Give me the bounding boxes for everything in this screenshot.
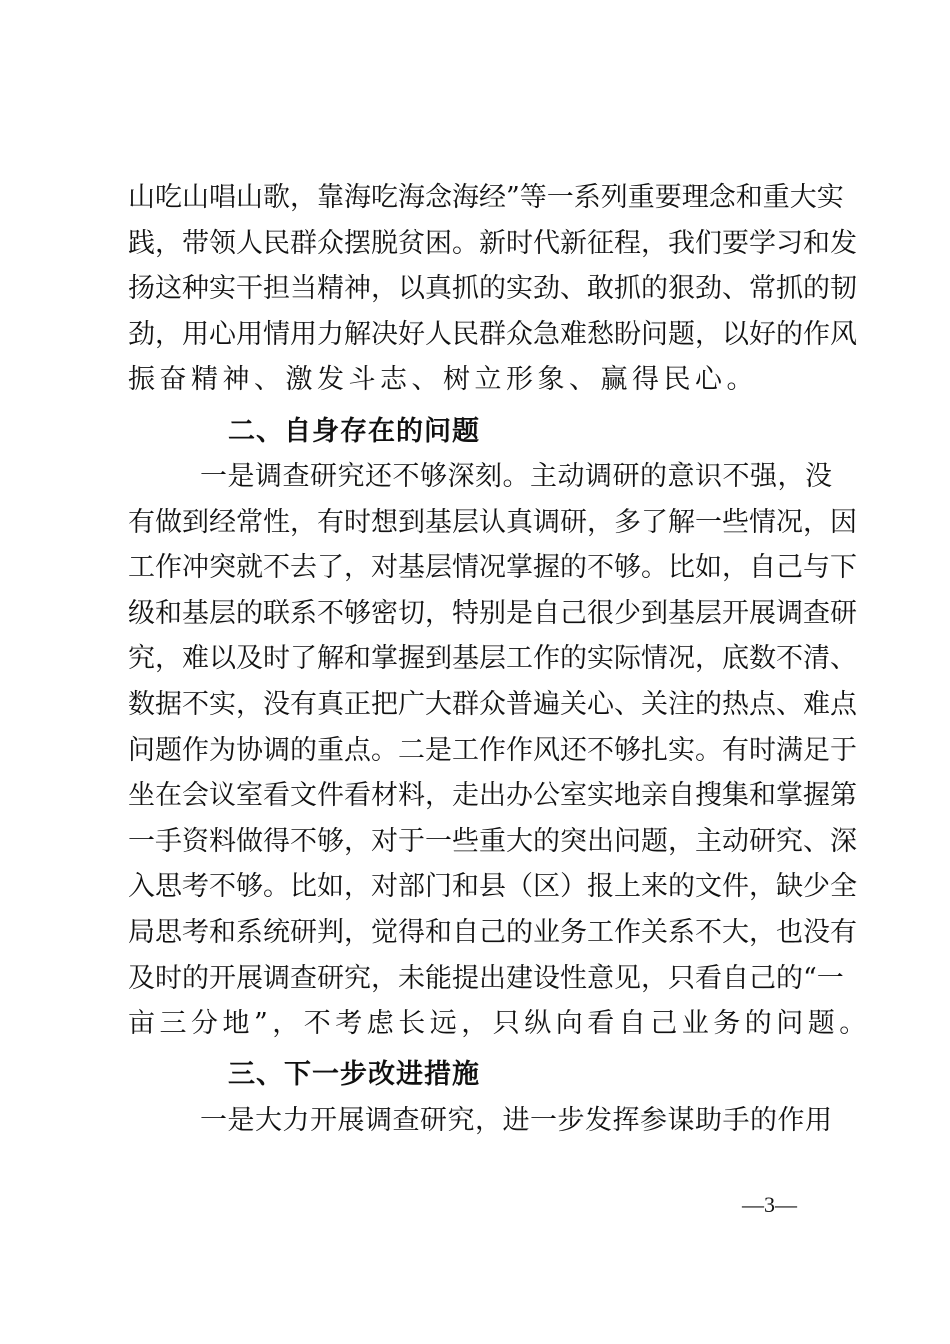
text-line: 一是调查研究还不够深刻。主动调研的意识不强，没 [200,461,832,492]
text-line: 工作冲突就不去了，对基层情况掌握的不够。比如，自己与下 [128,552,857,584]
text-line: 究，难以及时了解和掌握到基层工作的实际情况，底数不清、 [128,643,857,675]
text-line: 一手资料做得不够，对于一些重大的突出问题，主动研究、深 [128,825,857,857]
text-line: 振奋精神、激发斗志、树立形象、赢得民心。 [128,364,758,396]
page-number: —3— [742,1192,797,1217]
text-line: 入思考不够。比如，对部门和县（区）报上来的文件，缺少全 [128,871,857,903]
text-line: 坐在会议室看文件看材料，走出办公室实地亲自搜集和掌握第 [128,780,857,812]
text-line: 问题作为协调的重点。二是工作作风还不够扎实。有时满足于 [128,734,857,766]
text-line: 践，带领人民群众摆脱贫困。新时代新征程，我们要学习和发 [128,227,857,259]
text-line: 及时的开展调查研究，未能提出建设性意见，只看自己的“一 [128,962,844,994]
text-line: 扬这种实干担当精神，以真抓的实劲、敢抓的狠劲、常抓的韧 [128,273,857,305]
text-line: 数据不实，没有真正把广大群众普遍关心、关注的热点、难点 [128,689,857,720]
text-line: 有做到经常性，有时想到基层认真调研，多了解一些情况，因 [128,506,857,538]
text-line: 劲，用心用情用力解决好人民群众急难愁盼问题，以好的作风 [128,318,857,350]
text-line: 局思考和系统研判，觉得和自己的业务工作关系不大，也没有 [128,917,857,948]
text-line: 亩三分地”，不考虑长远，只纵向看自己业务的问题。 [128,1008,871,1040]
text-line: 级和基层的联系不够密切，特别是自己很少到基层开展调查研 [128,597,857,629]
section-heading-problems: 二、自身存在的问题 [228,416,480,447]
text-line: 山吃山唱山歌，靠海吃海念海经”等一系列重要理念和重大实 [128,182,844,213]
text-line: 一是大力开展调查研究，进一步发挥参谋助手的作用 [200,1105,832,1136]
section-heading-improvements: 三、下一步改进措施 [228,1059,480,1090]
